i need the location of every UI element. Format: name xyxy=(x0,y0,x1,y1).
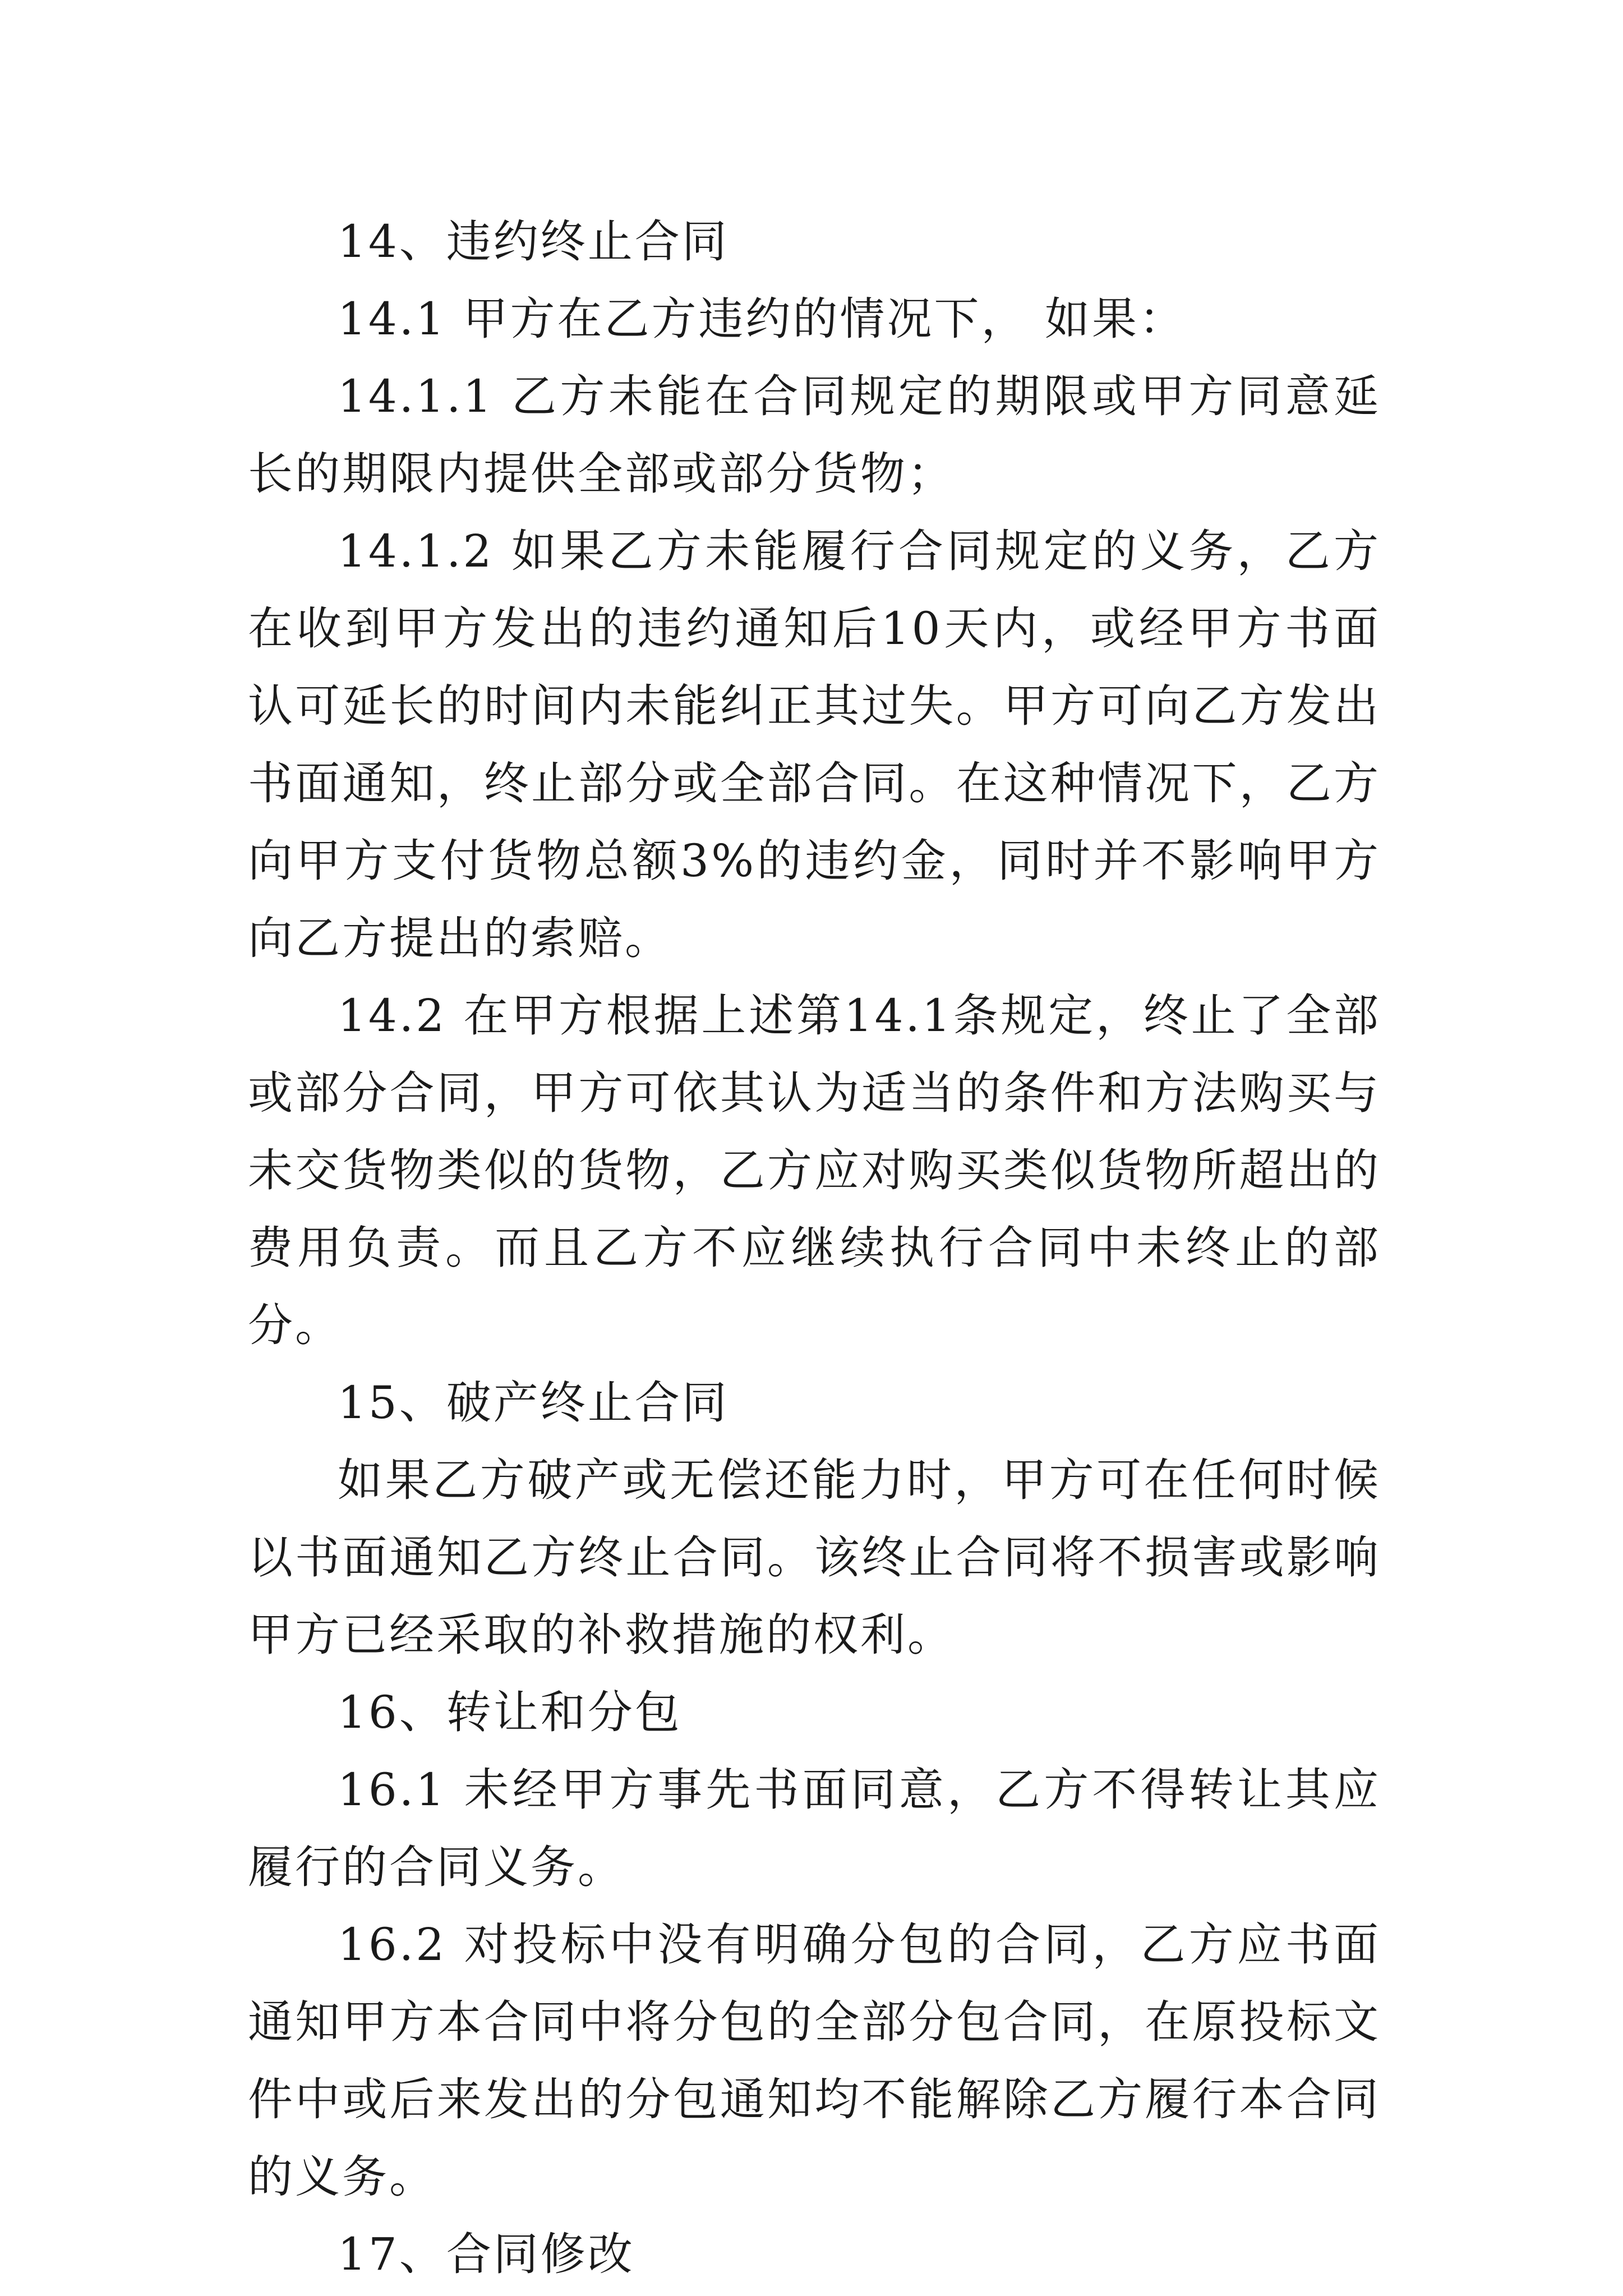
clause-14-2: 14.2 在甲方根据上述第14.1条规定，终止了全部或部分合同，甲方可依其认为适当的条件和方法购买与未交货物类似的货物，乙方应对购买类似货物所超出的费用负责。而且乙方不应继续执行合同中未终止的部分。 xyxy=(248,990,1381,1351)
clause-15-body: 如果乙方破产或无偿还能力时，甲方可在任何时候以书面通知乙方终止合同。该终止合同将不损害或影响甲方已经采取的补救措施的权利。 xyxy=(248,1454,1381,1661)
clause-16-2: 16.2 对投标中没有明确分包的合同，乙方应书面通知甲方本合同中将分包的全部分包合同，在原投标文件中或后来发出的分包通知均不能解除乙方履行本合同的义务。 xyxy=(248,1918,1381,2203)
clause-16-1: 16.1 未经甲方事先书面同意，乙方不得转让其应履行的合同义务。 xyxy=(248,1764,1381,1893)
document-body xyxy=(248,203,1381,2293)
section-heading-15: 15、破产终止合同 xyxy=(338,1377,729,1429)
clause-14-1: 14.1 甲方在乙方违约的情况下， 如果： xyxy=(338,293,1186,345)
section-heading-16: 16、转让和分包 xyxy=(338,1686,682,1738)
section-heading-14: 14、违约终止合同 xyxy=(338,215,729,268)
clause-14-1-1: 14.1.1 乙方未能在合同规定的期限或甲方同意延长的期限内提供全部或部分货物； xyxy=(248,370,1381,500)
clause-14-1-2: 14.1.2 如果乙方未能履行合同规定的义务，乙方在收到甲方发出的违约通知后10天内，或经甲方书面认可延长的时间内未能纠正其过失。甲方可向乙方发出书面通知，终止部分或全部合同。在这种情况下，乙方向甲方支付货物总额3%的违约金，同时并不影响甲方向乙方提出的索赔。 xyxy=(248,525,1381,964)
section-heading-17: 17、合同修改 xyxy=(338,2228,635,2280)
